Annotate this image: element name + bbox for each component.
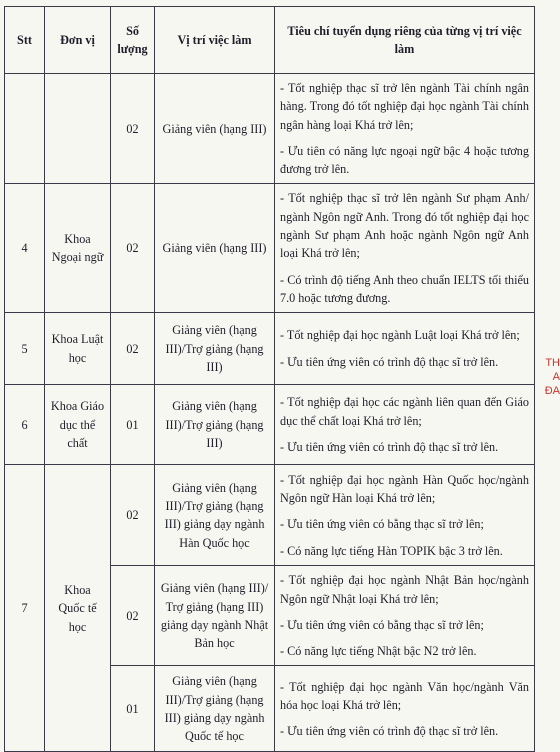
criteria-item: - Ưu tiên ứng viên có trình độ thạc sĩ trở lên. (280, 354, 499, 369)
stt-cell: 5 (5, 313, 45, 385)
qty-cell: 02 (111, 313, 155, 385)
unit-cell (45, 74, 111, 184)
criteria-cell (275, 184, 535, 313)
criteria-cell (275, 385, 535, 465)
position-cell: Giảng viên (hạng III)/Trợ giảng (hạng III) (155, 313, 275, 385)
position-cell: Giảng viên (hạng III)/Trợ giảng (hạng III) giảng dạy ngành Hàn Quốc học (155, 465, 275, 566)
stt-cell: 4 (5, 184, 45, 313)
criteria-item: - Có trình độ tiếng Anh theo chuẩn IELTS tối thiểu 7.0 hoặc tương đương. (280, 272, 529, 305)
criteria-item: - Ưu tiên ứng viên có bằng thạc sĩ trở lên; (280, 617, 484, 632)
position-cell: Giảng viên (hạng III)/ Trợ giảng (hạng III) giảng dạy ngành Nhật Bản học (155, 566, 275, 666)
table-row (5, 385, 535, 465)
criteria-item: - Có năng lực tiếng Hàn TOPIK bậc 3 trở lên. (280, 543, 503, 558)
stt-cell (5, 74, 45, 184)
criteria-cell (275, 74, 535, 184)
unit-cell: Khoa Ngoại ngữ (45, 184, 111, 313)
position-cell: Giảng viên (hạng III)/Trợ giảng (hạng III) (155, 385, 275, 465)
table-row (5, 465, 535, 566)
criteria-item: - Ưu tiên ứng viên có bằng thạc sĩ trở lên; (280, 517, 484, 532)
stt-cell: 7 (5, 465, 45, 752)
criteria-item: - Ưu tiên ứng viên có trình độ thạc sĩ trở lên. (280, 724, 499, 739)
position-cell: Giảng viên (hạng III) (155, 74, 275, 184)
criteria-cell (275, 666, 535, 752)
criteria-item: - Tốt nghiệp đại học các ngành liên quan đến Giáo dục thể chất loại Khá trở lên; (280, 395, 529, 428)
unit-cell: Khoa Quốc tế học (45, 465, 111, 752)
criteria-cell (275, 465, 535, 566)
unit-cell: Khoa Giáo dục thể chất (45, 385, 111, 465)
qty-cell: 02 (111, 465, 155, 566)
qty-cell: 02 (111, 184, 155, 313)
criteria-item: - Tốt nghiệp đại học ngành Văn học/ngành Văn hóa học loại Khá trở lên; (280, 679, 529, 712)
recruitment-table (4, 6, 535, 752)
table-row (5, 184, 535, 313)
unit-cell: Khoa Luật học (45, 313, 111, 385)
criteria-item: - Ưu tiên có năng lực ngoại ngữ bậc 4 hoặc tương đương trở lên. (280, 143, 529, 177)
header-criteria: Tiêu chí tuyển dụng riêng của từng vị trí việc làm (275, 7, 535, 74)
header-stt: Stt (5, 7, 45, 74)
stt-cell: 6 (5, 385, 45, 465)
criteria-item: - Tốt nghiệp đại học ngành Hàn Quốc học/ngành Ngôn ngữ Hàn loại Khá trở lên; (280, 472, 529, 505)
table-row (5, 313, 535, 385)
criteria-item: - Có năng lực tiếng Nhật bậc N2 trở lên. (280, 644, 477, 659)
qty-cell: 01 (111, 385, 155, 465)
header-unit: Đơn vị (45, 7, 111, 74)
qty-cell: 02 (111, 566, 155, 666)
header-position: Vị trí việc làm (155, 7, 275, 74)
position-cell: Giảng viên (hạng III) (155, 184, 275, 313)
criteria-item: - Tốt nghiệp đại học ngành Nhật Bản học/ngành Ngôn ngữ Nhật loại Khá trở lên; (280, 573, 529, 606)
criteria-item: - Tốt nghiệp đại học ngành Luật loại Khá trở lên; (280, 328, 520, 343)
qty-cell: 02 (111, 74, 155, 184)
criteria-item: - Tốt nghiệp thạc sĩ trở lên ngành Tài chính ngân hàng. Trong đó tốt nghiệp đại học ngành Tài chính ngân hàng loại Khá trở lên; (280, 81, 529, 132)
criteria-cell (275, 313, 535, 385)
red-stamp-fragment: TH A ĐA (544, 357, 560, 397)
position-cell: Giảng viên (hạng III)/Trợ giảng (hạng III) giảng dạy ngành Quốc tế học (155, 666, 275, 752)
criteria-cell (275, 566, 535, 666)
criteria-item: - Ưu tiên ứng viên có trình độ thạc sĩ trở lên. (280, 439, 499, 454)
qty-cell: 01 (111, 666, 155, 752)
criteria-item: - Tốt nghiệp thạc sĩ trở lên ngành Sư phạm Anh/ ngành Ngôn ngữ Anh. Trong đó tốt nghiệp đại học ngành Sư phạm Anh hoặc ngành Ngôn ngữ Anh loại Khá trở lên; (280, 191, 529, 261)
table-row (5, 74, 535, 184)
header-qty: Số lượng (111, 7, 155, 74)
header-row (5, 7, 535, 74)
